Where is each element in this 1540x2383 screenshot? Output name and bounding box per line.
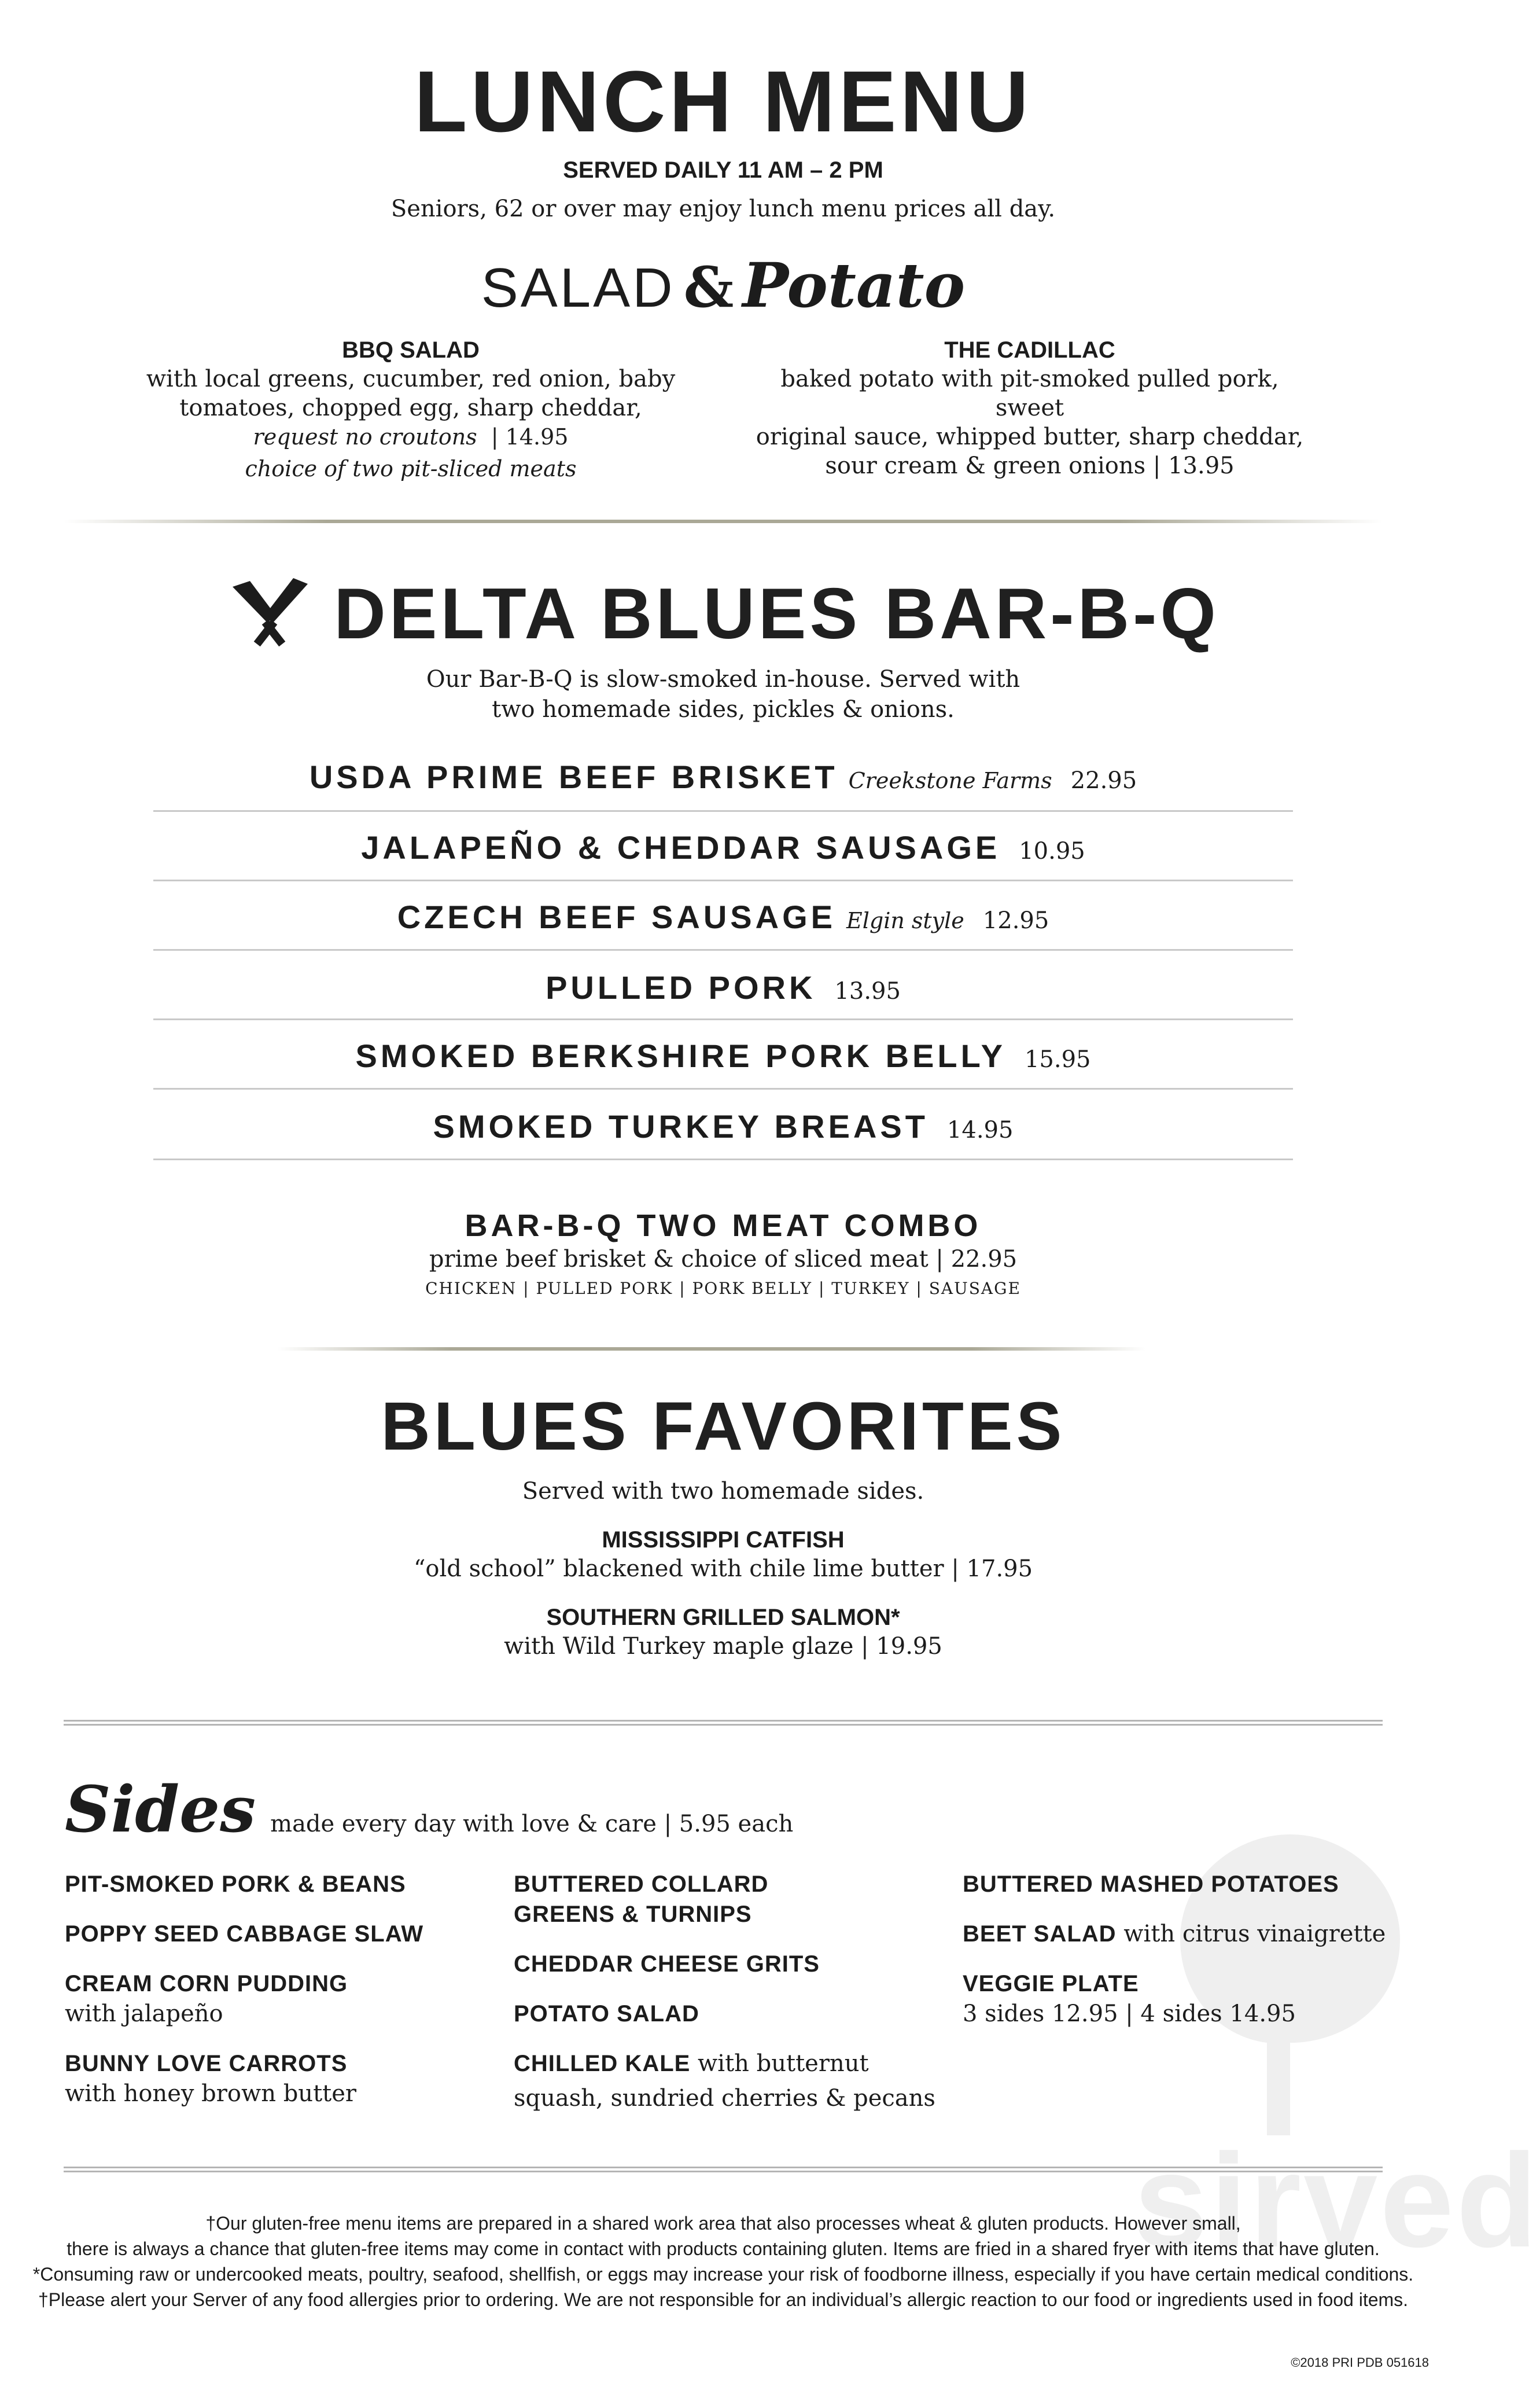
crossed-cleavers-icon [227, 575, 314, 653]
side-name: PIT-SMOKED PORK & BEANS [65, 1871, 406, 1897]
side-item [514, 2049, 935, 2113]
side-name: CHEDDAR CHEESE GRITS [514, 1951, 820, 1977]
bbq-item [150, 829, 1296, 866]
side-item [963, 1969, 1296, 2029]
side-desc: with citrus vinaigrette [1116, 1921, 1386, 1947]
item-desc: with Wild Turkey maple glaze | 19.95 [504, 1633, 942, 1660]
item-desc: original sauce, whipped butter, sharp cheddar, [756, 424, 1304, 450]
bbq-intro-line: two homemade sides, pickles & onions. [492, 696, 955, 723]
cadillac-item [752, 336, 1307, 480]
side-item [963, 1869, 1339, 1899]
section-divider [278, 1347, 1145, 1351]
side-name: POPPY SEED CABBAGE SLAW [65, 1921, 424, 1947]
bbq-salad-item [139, 336, 683, 486]
bbq-item-price: 10.95 [1019, 838, 1085, 865]
bbq-item-price: 22.95 [1070, 767, 1137, 794]
row-divider [153, 1018, 1293, 1020]
footer-disclaimer [0, 2211, 1446, 2312]
side-name: BUNNY LOVE CARROTS [65, 2051, 348, 2076]
sides-title: Sides [65, 1772, 256, 1847]
footer-line: *Consuming raw or undercooked meats, poultry, seafood, shellfish, or eggs may increase your risk of foodborne illness, especially if you have certain medical conditions. [32, 2264, 1414, 2285]
combo-desc: prime beef brisket & choice of sliced meat | 22.95 [429, 1246, 1018, 1273]
combo-options: CHICKEN | PULLED PORK | PORK BELLY | TURKEY | SAUSAGE [425, 1279, 1021, 1298]
favorites-title: BLUES FAVORITES [381, 1388, 1066, 1465]
side-name: CREAM CORN PUDDING [65, 1971, 348, 1996]
side-name: CHILLED KALE [514, 2051, 691, 2076]
side-name: GREENS & TURNIPS [514, 1902, 752, 1927]
bbq-item-note: Creekstone Farms [848, 768, 1052, 793]
footer-line: †Our gluten-free menu items are prepared in a shared work area that also processes wheat & gluten products. However small, [205, 2213, 1241, 2234]
bbq-item-name: PULLED PORK [546, 969, 816, 1006]
bbq-item [150, 969, 1296, 1006]
side-item [514, 1869, 768, 1929]
bbq-item-note: Elgin style [846, 908, 964, 933]
bbq-item-price: 13.95 [834, 978, 901, 1005]
salad-potato-heading [0, 249, 1446, 321]
side-item [65, 2049, 356, 2109]
item-desc: “old school” blackened with chile lime butter | 17.95 [413, 1555, 1033, 1582]
favorites-item [0, 1525, 1446, 1583]
side-desc: 3 sides 12.95 | 4 sides 14.95 [963, 2000, 1296, 2027]
item-name: MISSISSIPPI CATFISH [602, 1527, 845, 1553]
row-divider [153, 949, 1293, 951]
row-divider [153, 880, 1293, 881]
bbq-item-name: SMOKED BERKSHIRE PORK BELLY [355, 1038, 1006, 1074]
item-price: | 14.95 [491, 424, 569, 450]
side-item [514, 1949, 820, 1979]
item-name: THE CADILLAC [944, 337, 1115, 363]
side-name: BUTTERED MASHED POTATOES [963, 1871, 1339, 1897]
sides-heading [65, 1772, 793, 1847]
side-name: BEET SALAD [963, 1921, 1117, 1947]
item-note: request no croutons [253, 424, 477, 450]
bbq-item-price: 14.95 [946, 1117, 1014, 1143]
item-name: SOUTHERN GRILLED SALMON* [546, 1605, 900, 1630]
side-item [65, 1869, 406, 1899]
heading-salad: SALAD [481, 257, 675, 319]
item-desc: tomatoes, chopped egg, sharp cheddar, [179, 395, 642, 421]
item-desc: with local greens, cucumber, red onion, baby [146, 366, 676, 392]
bbq-item-name: JALAPEÑO & CHEDDAR SAUSAGE [361, 829, 1001, 866]
side-name: POTATO SALAD [514, 2001, 699, 2027]
bbq-item [150, 758, 1296, 796]
row-divider [153, 1159, 1293, 1160]
side-item [514, 1999, 699, 2029]
item-name: BBQ SALAD [342, 337, 480, 363]
sides-subtitle: made every day with love & care | 5.95 each [270, 1811, 794, 1837]
heading-potato: Potato [742, 249, 966, 321]
side-desc: with jalapeño [65, 2000, 223, 2027]
section-divider [64, 520, 1383, 523]
bbq-title: DELTA BLUES BAR-B-Q [334, 574, 1220, 654]
row-divider [153, 1088, 1293, 1090]
page-title: LUNCH MENU [414, 53, 1033, 150]
copyright: ©2018 PRI PDB 051618 [1291, 2355, 1429, 2370]
bbq-combo [0, 1207, 1446, 1303]
bbq-heading [0, 573, 1446, 655]
bbq-item [150, 1037, 1296, 1075]
side-desc: with honey brown butter [65, 2080, 357, 2107]
favorites-intro: Served with two homemade sides. [522, 1478, 924, 1505]
item-extra: choice of two pit-sliced meats [245, 456, 577, 481]
section-divider [64, 1720, 1383, 1726]
item-desc: sour cream & green onions | 13.95 [825, 453, 1235, 479]
side-item [65, 1919, 423, 1949]
served-hours: SERVED DAILY 11 AM – 2 PM [563, 157, 883, 183]
row-divider [153, 810, 1293, 812]
bbq-item [150, 898, 1296, 936]
bbq-item-price: 15.95 [1024, 1046, 1091, 1073]
side-desc: squash, sundried cherries & pecans [514, 2085, 935, 2112]
favorites-item [0, 1603, 1446, 1661]
bbq-item-name: USDA PRIME BEEF BRISKET [309, 759, 838, 795]
side-item [963, 1919, 1386, 1954]
side-name: BUTTERED COLLARD [514, 1871, 769, 1897]
footer-line: there is always a chance that gluten-free items may come in contact with products containing gluten. Items are fried in a shared fryer with items that have gluten. [67, 2238, 1380, 2259]
bbq-item-price: 12.95 [982, 907, 1049, 934]
bbq-intro [0, 664, 1446, 725]
combo-name: BAR-B-Q TWO MEAT COMBO [465, 1208, 982, 1243]
side-name: VEGGIE PLATE [963, 1971, 1139, 1996]
bbq-item-name: CZECH BEEF SAUSAGE [397, 899, 836, 935]
bbq-intro-line: Our Bar-B-Q is slow-smoked in-house. Served with [426, 666, 1020, 693]
side-desc: with butternut [690, 2050, 869, 2077]
footer-line: †Please alert your Server of any food allergies prior to ordering. We are not responsible for an individual’s allergic reaction to our food or ingredients used in food items. [38, 2289, 1409, 2310]
item-desc: baked potato with pit-smoked pulled pork, sweet [780, 366, 1279, 421]
watermark-text: sirved [1134, 2126, 1540, 2275]
section-divider [64, 2167, 1383, 2172]
bbq-item-name: SMOKED TURKEY BREAST [433, 1108, 929, 1145]
heading-amp: & [683, 255, 734, 320]
side-item [65, 1969, 348, 2029]
seniors-note: Seniors, 62 or over may enjoy lunch menu prices all day. [390, 196, 1056, 222]
bbq-item [150, 1108, 1296, 1145]
